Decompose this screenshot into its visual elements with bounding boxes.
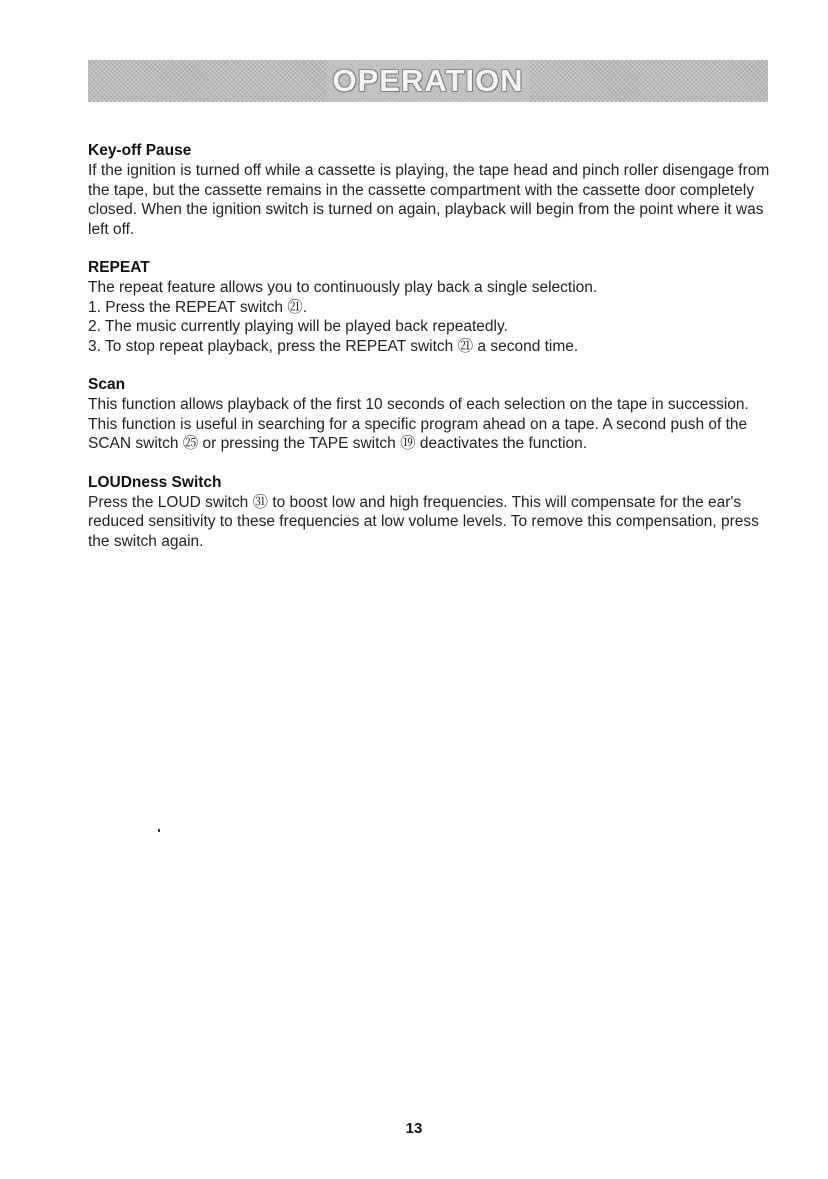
section-paragraph: Press the LOUD switch ㉛ to boost low and high frequencies. This will compensate for the ear's reduced sensitivity to these frequencies at low volume levels. To remove this compensation, press the switch again. bbox=[88, 493, 759, 550]
section-scan bbox=[88, 375, 778, 454]
page-title: OPERATION bbox=[327, 60, 530, 102]
page-number: 13 bbox=[405, 1120, 423, 1137]
list-item: 3. To stop repeat playback, press the REPEAT switch ㉑ a second time. bbox=[88, 337, 579, 355]
section-heading: Scan bbox=[88, 376, 126, 393]
section-heading: Key-off Pause bbox=[88, 142, 192, 159]
section-paragraph: If the ignition is turned off while a cassette is playing, the tape head and pinch roller disengage from the tape, but the cassette remains in the cassette compartment with the cassette door completely closed. When the ignition switch is turned on again, playback will begin from the point where it was left off. bbox=[88, 162, 770, 238]
section-key-off-pause bbox=[88, 141, 778, 239]
section-loudness bbox=[88, 473, 778, 552]
section-heading: LOUDness Switch bbox=[88, 473, 222, 491]
section-paragraph: This function allows playback of the first 10 seconds of each selection on the tape in succession. This function is useful in searching for a specific program ahead on a tape. A second push of the SCAN switch ㉕ or pressing the TAPE switch ⑲ deactivates the function. bbox=[88, 396, 749, 452]
section-heading: REPEAT bbox=[88, 259, 150, 276]
section-paragraph: The repeat feature allows you to continuously play back a single selection. bbox=[88, 279, 598, 296]
section-repeat bbox=[88, 258, 778, 356]
scan-speck bbox=[158, 829, 160, 832]
section-banner bbox=[88, 60, 768, 102]
document-body bbox=[88, 141, 778, 570]
list-item: 2. The music currently playing will be played back repeatedly. bbox=[88, 318, 508, 335]
list-item: 1. Press the REPEAT switch ㉑. bbox=[88, 298, 308, 316]
